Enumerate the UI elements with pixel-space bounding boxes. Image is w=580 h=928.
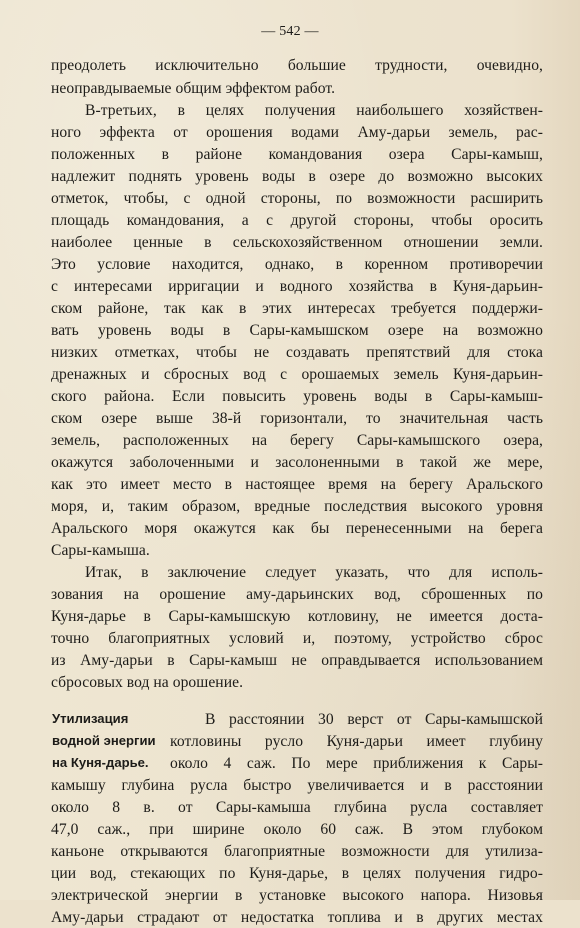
text-line: около 8 в. от Сары-камыша глубина русла составляет: [51, 799, 543, 816]
text-line: наиболее ценные в сельскохозяйственном отношении земли.: [51, 234, 543, 251]
text-line: электрической энергии в установке высокого напора. Низовья: [51, 887, 543, 904]
text-line: В-третьих, в целях получения наибольшего хозяйствен-: [85, 102, 543, 119]
text-line: зования на орошение аму-дарьинских вод, сброшенных по: [51, 586, 543, 603]
page-number: — 542 —: [261, 24, 319, 39]
text-line: низких отметках, чтобы не создавать препятствий для стока: [51, 344, 543, 361]
sidehead-line: на Куня-дарье.: [52, 755, 149, 770]
text-line: ского района. Если повысить уровень воды в Сары-камыш-: [51, 388, 543, 405]
text-line: надлежит поднять уровень воды в озере до возможно высоких: [51, 168, 543, 185]
text-line: каньоне открываются благоприятные возможности для утилиза-: [51, 843, 543, 860]
text-line: отметок, чтобы, с одной стороны, по возможности расширить: [51, 190, 543, 207]
sidehead-line: водной энергии: [52, 733, 156, 748]
text-line: преодолеть исключительно большие трудности, очевидно,: [51, 57, 543, 74]
text-line: дренажных и сбросных вод с орошаемых земель Куня-дарьин-: [51, 366, 543, 383]
text-line: 47,0 саж., при ширине около 60 саж. В этом глубоком: [51, 821, 543, 838]
text-line: как это имеет место в настоящее время на берегу Аральского: [51, 476, 543, 493]
text-line: сбросовых вод на орошение.: [51, 674, 244, 691]
text-line: земель, расположенных на берегу Сары-камышского озера,: [51, 432, 543, 449]
text-line: Итак, в заключение следует указать, что для исполь-: [85, 564, 543, 581]
text-line: Это условие находится, однако, в коренном противоречии: [51, 256, 543, 273]
text-line: ском озере выше 38-й горизонтали, то значительная часть: [51, 410, 543, 427]
text-line: положенных в районе командования озера Сары-камыш,: [51, 146, 543, 163]
text-line: Сары-камыша.: [51, 542, 150, 559]
text-line: Аральского моря окажутся как бы перенесенными на берега: [51, 520, 543, 537]
text-line: неоправдываемые общим эффектом работ.: [51, 80, 336, 97]
text-line: ском районе, так как в этих интересах требуется поддержи-: [51, 300, 543, 317]
text-line: камышу глубина русла быстро увеличивается и в расстоянии: [51, 777, 543, 794]
sidehead-line: Утилизация: [52, 711, 129, 726]
text-line: котловины русло Куня-дарьи имеет глубину: [170, 733, 543, 750]
text-line: площадь командования, а с другой стороны, чтобы оросить: [51, 212, 543, 229]
text-line: окажутся заболоченными и засолоненными в такой же мере,: [51, 454, 543, 471]
text-line: из Аму-дарьи в Сары-камыш не оправдывается использованием: [51, 652, 543, 669]
text-line: около 4 саж. По мере приближения к Сары-: [170, 755, 543, 772]
text-line: точно благоприятных условий и, поэтому, устройство сброс: [51, 630, 543, 647]
text-line: вать уровень воды в Сары-камышском озере на возможно: [51, 322, 543, 339]
text-line: с интересами ирригации и водного хозяйства в Куня-дарьин-: [51, 278, 543, 295]
text-line: моря, и, таким образом, вредные последствия высокого уровня: [51, 498, 543, 515]
text-line: Аму-дарьи страдают от недостатка топлива и в других местах: [51, 909, 543, 926]
text-line: В расстоянии 30 верст от Сары-камышской: [205, 711, 543, 728]
text-line: ции вод, стекающих по Куня-дарье, в целях получения гидро-: [51, 865, 543, 882]
text-line: ного эффекта от орошения водами Аму-дарьи земель, рас-: [51, 124, 543, 141]
text-line: Куня-дарье в Сары-камышскую котловину, не имеется доста-: [51, 608, 543, 625]
